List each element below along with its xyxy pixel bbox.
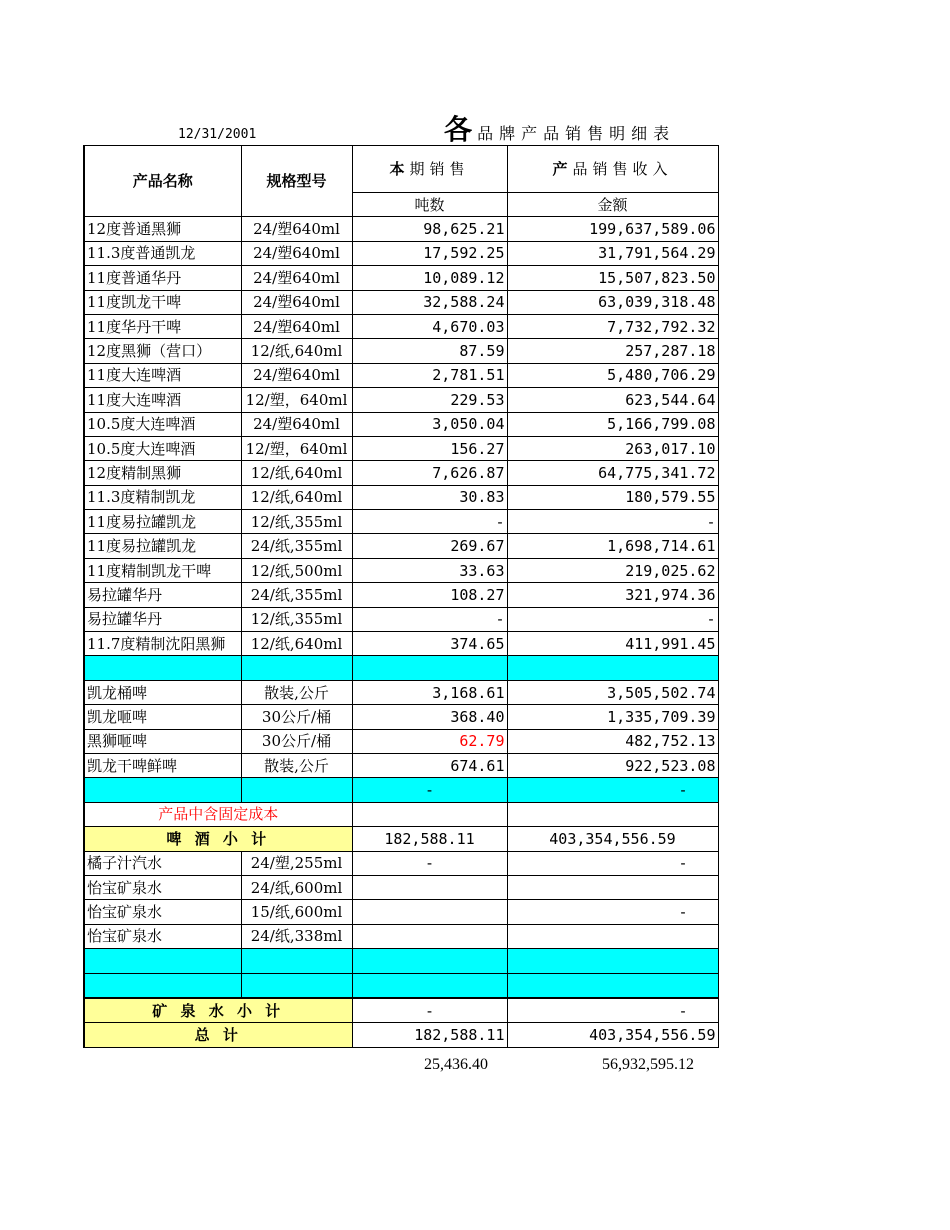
sales-tons xyxy=(352,900,507,924)
fixed-cost-row xyxy=(84,802,718,826)
sales-tons: 3,168.61 xyxy=(352,680,507,704)
product-spec: 24/塑640ml xyxy=(241,412,352,436)
sales-tons: - xyxy=(352,607,507,631)
below-total-amount: 56,932,595.12 xyxy=(602,1056,694,1073)
sales-tons: 10,089.12 xyxy=(352,266,507,290)
sales-tons: - xyxy=(352,851,507,875)
table-body xyxy=(84,146,718,1048)
sales-amount: 3,505,502.74 xyxy=(507,680,718,704)
table-row xyxy=(84,461,718,485)
sales-tons: 229.53 xyxy=(352,388,507,412)
product-spec: 散装,公斤 xyxy=(241,753,352,777)
sales-amount: 257,287.18 xyxy=(507,339,718,363)
empty-cell xyxy=(84,973,241,998)
product-name: 11.3度精制凯龙 xyxy=(84,485,241,509)
table-row xyxy=(84,388,718,412)
sales-amount xyxy=(507,875,718,899)
sales-amount: 411,991.45 xyxy=(507,632,718,656)
sales-amount: 15,507,823.50 xyxy=(507,266,718,290)
sales-amount: - xyxy=(507,607,718,631)
sales-tons: 269.67 xyxy=(352,534,507,558)
table-row xyxy=(84,534,718,558)
sales-tons: 2,781.51 xyxy=(352,363,507,387)
sales-amount: 199,637,589.06 xyxy=(507,217,718,241)
dash-amount: - xyxy=(507,778,718,802)
product-name: 11度精制凯龙干啤 xyxy=(84,558,241,582)
product-name: 易拉罐华丹 xyxy=(84,607,241,631)
product-name: 黑狮咂啤 xyxy=(84,729,241,753)
table-row xyxy=(84,314,718,338)
grand-total-amount: 403,354,556.59 xyxy=(507,1023,718,1047)
sales-tons: 17,592.25 xyxy=(352,241,507,265)
water-subtotal-label: 矿 泉 水 小 计 xyxy=(84,998,352,1023)
beer-subtotal-label: 啤 酒 小 计 xyxy=(84,827,352,851)
col-revenue-header: 产品销售收入 xyxy=(507,146,718,193)
sales-amount: 263,017.10 xyxy=(507,436,718,460)
sales-tons: 368.40 xyxy=(352,705,507,729)
sales-tons: 3,050.04 xyxy=(352,412,507,436)
sales-tons: - xyxy=(352,510,507,534)
product-spec: 24/纸,355ml xyxy=(241,583,352,607)
report-title xyxy=(444,108,675,148)
product-spec: 24/塑640ml xyxy=(241,314,352,338)
product-name: 10.5度大连啤酒 xyxy=(84,436,241,460)
empty-cell xyxy=(507,656,718,680)
table-row xyxy=(84,607,718,631)
product-spec: 12/纸,500ml xyxy=(241,558,352,582)
table-row xyxy=(84,583,718,607)
table-row xyxy=(84,705,718,729)
spacer-row xyxy=(84,949,718,973)
sales-amount: - xyxy=(507,900,718,924)
sales-tons: 4,670.03 xyxy=(352,314,507,338)
unit-sales: 吨数 xyxy=(352,193,507,217)
grand-total-tons: 182,588.11 xyxy=(352,1023,507,1047)
sales-amount: 482,752.13 xyxy=(507,729,718,753)
sales-tons: 87.59 xyxy=(352,339,507,363)
table-row xyxy=(84,363,718,387)
sales-tons: 33.63 xyxy=(352,558,507,582)
empty-cell xyxy=(507,973,718,998)
spacer-row xyxy=(84,656,718,680)
sales-tons: 374.65 xyxy=(352,632,507,656)
product-spec: 24/塑640ml xyxy=(241,363,352,387)
report-date: 12/31/2001 xyxy=(178,127,257,142)
empty-cell xyxy=(241,656,352,680)
product-name: 凯龙咂啤 xyxy=(84,705,241,729)
product-spec: 12/塑，640ml xyxy=(241,388,352,412)
water-subtotal-amount: - xyxy=(507,998,718,1023)
product-name: 11度易拉罐凯龙 xyxy=(84,534,241,558)
table-row xyxy=(84,632,718,656)
product-name: 凯龙桶啤 xyxy=(84,680,241,704)
product-name: 11度凯龙干啤 xyxy=(84,290,241,314)
product-spec: 30公斤/桶 xyxy=(241,729,352,753)
sales-amount: 623,544.64 xyxy=(507,388,718,412)
product-name: 11.7度精制沈阳黑狮 xyxy=(84,632,241,656)
sales-table xyxy=(83,145,719,1048)
product-spec: 12/纸,355ml xyxy=(241,510,352,534)
product-spec: 30公斤/桶 xyxy=(241,705,352,729)
table-row xyxy=(84,558,718,582)
product-spec: 24/纸,338ml xyxy=(241,924,352,948)
sales-tons: 98,625.21 xyxy=(352,217,507,241)
product-spec: 24/塑,255ml xyxy=(241,851,352,875)
table-row xyxy=(84,412,718,436)
sales-amount: 1,335,709.39 xyxy=(507,705,718,729)
unit-revenue: 金额 xyxy=(507,193,718,217)
product-name: 12度普通黑狮 xyxy=(84,217,241,241)
product-name: 11度大连啤酒 xyxy=(84,363,241,387)
sales-amount: 5,166,799.08 xyxy=(507,412,718,436)
sales-tons: 674.61 xyxy=(352,753,507,777)
water-subtotal-row xyxy=(84,998,718,1023)
sales-tons: 62.79 xyxy=(352,729,507,753)
sales-tons xyxy=(352,875,507,899)
spacer-row xyxy=(84,973,718,998)
product-spec: 24/纸,355ml xyxy=(241,534,352,558)
table-row xyxy=(84,851,718,875)
product-name: 11度大连啤酒 xyxy=(84,388,241,412)
product-name: 12度精制黑狮 xyxy=(84,461,241,485)
dash-row xyxy=(84,778,718,802)
title-rest: 品牌产品销售明细表 xyxy=(477,124,676,143)
empty-cell xyxy=(84,949,241,973)
sales-amount: 63,039,318.48 xyxy=(507,290,718,314)
sales-tons xyxy=(352,924,507,948)
empty-cell xyxy=(241,778,352,802)
title-first-char: 各 xyxy=(444,113,473,146)
product-name: 11度华丹干啤 xyxy=(84,314,241,338)
product-name: 怡宝矿泉水 xyxy=(84,924,241,948)
table-row xyxy=(84,241,718,265)
product-name: 11度普通华丹 xyxy=(84,266,241,290)
product-spec: 散装,公斤 xyxy=(241,680,352,704)
grand-total-label: 总 计 xyxy=(84,1023,352,1047)
table-row xyxy=(84,217,718,241)
empty-cell xyxy=(241,973,352,998)
empty-cell xyxy=(352,973,507,998)
col-sales-header: 本期销售 xyxy=(352,146,507,193)
empty-cell xyxy=(352,802,507,826)
col-spec-header: 规格型号 xyxy=(241,146,352,217)
sales-amount: 180,579.55 xyxy=(507,485,718,509)
product-name: 易拉罐华丹 xyxy=(84,583,241,607)
product-name: 10.5度大连啤酒 xyxy=(84,412,241,436)
fixed-cost-note: 产品中含固定成本 xyxy=(84,802,352,826)
product-spec: 12/纸,355ml xyxy=(241,607,352,631)
col-name-header: 产品名称 xyxy=(84,146,241,217)
beer-subtotal-tons: 182,588.11 xyxy=(352,827,507,851)
product-spec: 12/塑，640ml xyxy=(241,436,352,460)
below-total-tons: 25,436.40 xyxy=(424,1056,488,1073)
empty-cell xyxy=(84,656,241,680)
sales-amount: 7,732,792.32 xyxy=(507,314,718,338)
sales-tons: 108.27 xyxy=(352,583,507,607)
header-row xyxy=(84,146,718,193)
sales-amount: 31,791,564.29 xyxy=(507,241,718,265)
table-row xyxy=(84,485,718,509)
sales-amount: 5,480,706.29 xyxy=(507,363,718,387)
product-name: 11.3度普通凯龙 xyxy=(84,241,241,265)
sales-tons: 30.83 xyxy=(352,485,507,509)
empty-cell xyxy=(84,778,241,802)
table-row xyxy=(84,729,718,753)
beer-subtotal-amount: 403,354,556.59 xyxy=(507,827,718,851)
empty-cell xyxy=(352,656,507,680)
product-spec: 12/纸,640ml xyxy=(241,339,352,363)
table-row xyxy=(84,290,718,314)
product-name: 怡宝矿泉水 xyxy=(84,900,241,924)
sales-amount: 219,025.62 xyxy=(507,558,718,582)
product-spec: 24/塑640ml xyxy=(241,266,352,290)
product-spec: 12/纸,640ml xyxy=(241,632,352,656)
product-spec: 12/纸,640ml xyxy=(241,485,352,509)
table-row xyxy=(84,753,718,777)
dash-tons: - xyxy=(352,778,507,802)
sales-amount: - xyxy=(507,510,718,534)
table-row xyxy=(84,510,718,534)
empty-cell xyxy=(241,949,352,973)
product-name: 12度黑狮（营口） xyxy=(84,339,241,363)
sales-amount xyxy=(507,924,718,948)
table-row xyxy=(84,339,718,363)
sales-tons: 7,626.87 xyxy=(352,461,507,485)
product-name: 橘子汁汽水 xyxy=(84,851,241,875)
table-row xyxy=(84,900,718,924)
sales-amount: 64,775,341.72 xyxy=(507,461,718,485)
product-spec: 24/纸,600ml xyxy=(241,875,352,899)
product-name: 11度易拉罐凯龙 xyxy=(84,510,241,534)
sales-amount: 922,523.08 xyxy=(507,753,718,777)
empty-cell xyxy=(352,949,507,973)
table-row xyxy=(84,924,718,948)
sales-tons: 156.27 xyxy=(352,436,507,460)
sales-amount: - xyxy=(507,851,718,875)
grand-total-row xyxy=(84,1023,718,1047)
sales-amount: 321,974.36 xyxy=(507,583,718,607)
sales-amount: 1,698,714.61 xyxy=(507,534,718,558)
product-spec: 24/塑640ml xyxy=(241,217,352,241)
table-row xyxy=(84,680,718,704)
product-spec: 24/塑640ml xyxy=(241,290,352,314)
table-row xyxy=(84,875,718,899)
table-row xyxy=(84,266,718,290)
empty-cell xyxy=(507,802,718,826)
water-subtotal-tons: - xyxy=(352,998,507,1023)
beer-subtotal-row xyxy=(84,827,718,851)
empty-cell xyxy=(507,949,718,973)
product-name: 凯龙干啤鲜啤 xyxy=(84,753,241,777)
product-name: 怡宝矿泉水 xyxy=(84,875,241,899)
product-spec: 24/塑640ml xyxy=(241,241,352,265)
product-spec: 12/纸,640ml xyxy=(241,461,352,485)
table-row xyxy=(84,436,718,460)
product-spec: 15/纸,600ml xyxy=(241,900,352,924)
sales-tons: 32,588.24 xyxy=(352,290,507,314)
